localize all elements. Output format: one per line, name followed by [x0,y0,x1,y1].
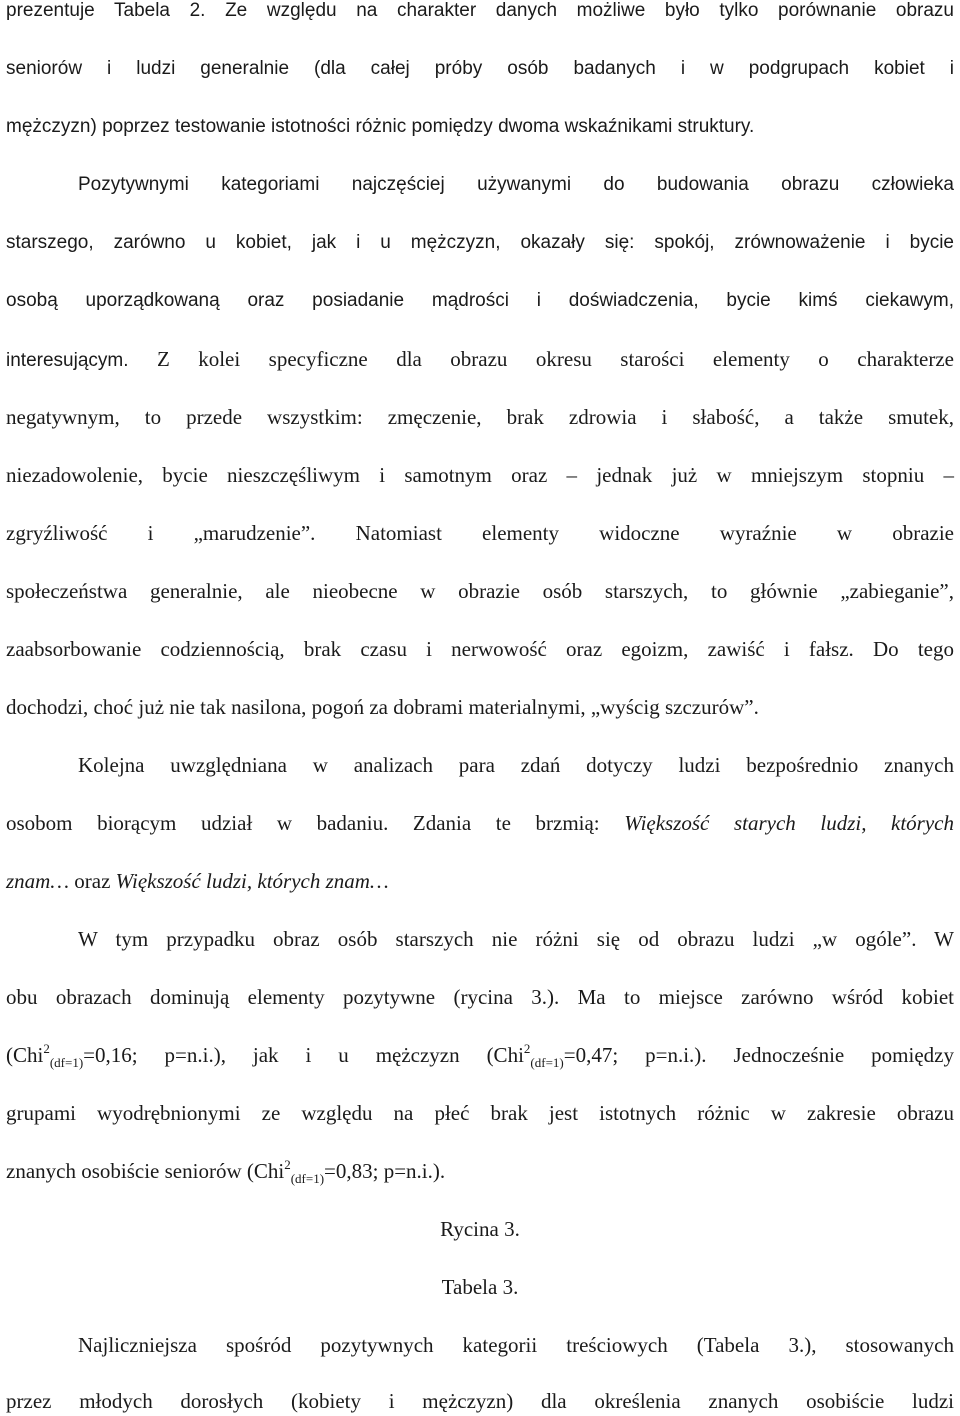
text-line [6,866,954,896]
italic-quote: znam… [6,869,70,893]
text-span: seniorów i ludzi generalnie (dla całej próby osób badanych i w podgrupach kobiet i [6,58,954,79]
text-span: niezadowolenie, bycie nieszczęśliwym i samotnym oraz – jednak już w mniejszym stopniu – [6,463,954,487]
text-span: Rycina 3. [440,1217,520,1241]
italic-quote: Większość ludzi, których znam… [115,869,389,893]
text-span: zaabsorbowanie codziennością, brak czasu i nerwowość oraz egoizm, zawiść i fałsz. Do tego [6,637,954,661]
text-line [6,518,954,548]
text-span: dochodzi, choć już nie tak nasilona, pogoń za dobrami materialnymi, „wyścig szczurów”. [6,695,759,719]
text-span: społeczeństwa generalnie, ale nieobecne w obrazie osób starszych, to głównie „zabieganie”, [6,579,954,603]
text-span: negatywnym, to przede wszystkim: zmęczenie, brak zdrowia i słabość, a także smutek, [6,405,954,429]
text-line [6,1330,954,1360]
superscript: 2 [43,1041,50,1056]
text-span: starszego, zarówno u kobiet, jak i u mężczyzn, okazały się: spokój, zrównoważenie i bycie [6,232,954,253]
text-line [6,982,954,1012]
text-span: znanych osobiście seniorów (Chi [6,1159,285,1183]
text-span: osobą uporządkowaną oraz posiadanie mądrości i doświadczenia, bycie kimś ciekawym, [6,290,954,311]
text-line [6,1098,954,1128]
text-line [6,634,954,664]
text-line [6,228,954,258]
text-line [6,1386,954,1416]
text-span: Natomiast elementy widoczne wyraźnie w obrazie [315,521,954,545]
text-span: Tabela 3. [441,1275,519,1299]
text-line [6,750,954,780]
text-span: Pozytywnymi kategoriami najczęściej używanymi do budowania obrazu człowieka [78,174,954,195]
text-span: Z kolei specyficzne dla obrazu okresu starości elementy o charakterze [128,347,954,371]
text-span: =0,83; p=n.i.). [324,1159,446,1183]
text-line [6,924,954,954]
text-span: Kolejna uwzględniana w analizach para zdań dotyczy ludzi bezpośrednio znanych [78,753,954,777]
text-line [6,344,954,374]
text-span: =0,16; p=n.i.), jak i u mężczyzn (Chi [83,1043,524,1067]
text-span: grupami wyodrębnionymi ze względu na płeć brak jest istotnych różnic w zakresie obrazu [6,1101,954,1125]
text-line [6,808,954,838]
figure-caption [6,1214,954,1244]
subscript: (df=1) [290,1171,325,1186]
superscript: 2 [523,1041,531,1056]
text-span: prezentuje Tabela 2. Ze względu na charakter danych możliwe było tylko porównanie obrazu [6,0,954,21]
text-line [6,0,954,26]
text-span: interesującym. [6,350,129,371]
text-span: Najliczniejsza spośród pozytywnych kategorii treściowych (Tabela 3.), stosowanych [78,1333,954,1357]
text-span: =0,47; p=n.i.). Jednocześnie pomiędzy [563,1043,954,1067]
superscript: 2 [284,1157,291,1172]
text-span: oraz [69,869,116,893]
text-span: osobom biorącym udział w badaniu. Zdania te brzmią: [6,811,600,835]
text-line [6,576,954,606]
text-span: obu obrazach dominują elementy pozytywne (rycina 3.). Ma to miejsce zarówno wśród kobiet [6,985,954,1009]
subscript: (df=1) [530,1055,564,1070]
text-line [6,460,954,490]
text-line [6,286,954,316]
text-span: przez młodych dorosłych (kobiety i mężczyzn) dla określenia znanych osobiście ludzi [6,1389,954,1413]
text-line [6,1156,954,1186]
italic-quote: Większość starych ludzi, których [624,811,954,835]
text-line [6,1040,954,1070]
text-line [6,54,954,84]
text-span: mężczyzn) poprzez testowanie istotności różnic pomiędzy dwoma wskaźnikami struktury. [6,116,755,137]
text-span: zgryźliwość i „marudzenie”. [6,521,316,545]
text-line [6,402,954,432]
subscript: (df=1) [49,1055,84,1070]
text-line [6,170,954,200]
table-caption [6,1272,954,1302]
text-line [6,692,954,722]
text-span: (Chi [6,1043,44,1067]
text-line [6,112,954,142]
text-span: W tym przypadku obraz osób starszych nie różni się od obrazu ludzi „w ogóle”. W [78,927,954,951]
